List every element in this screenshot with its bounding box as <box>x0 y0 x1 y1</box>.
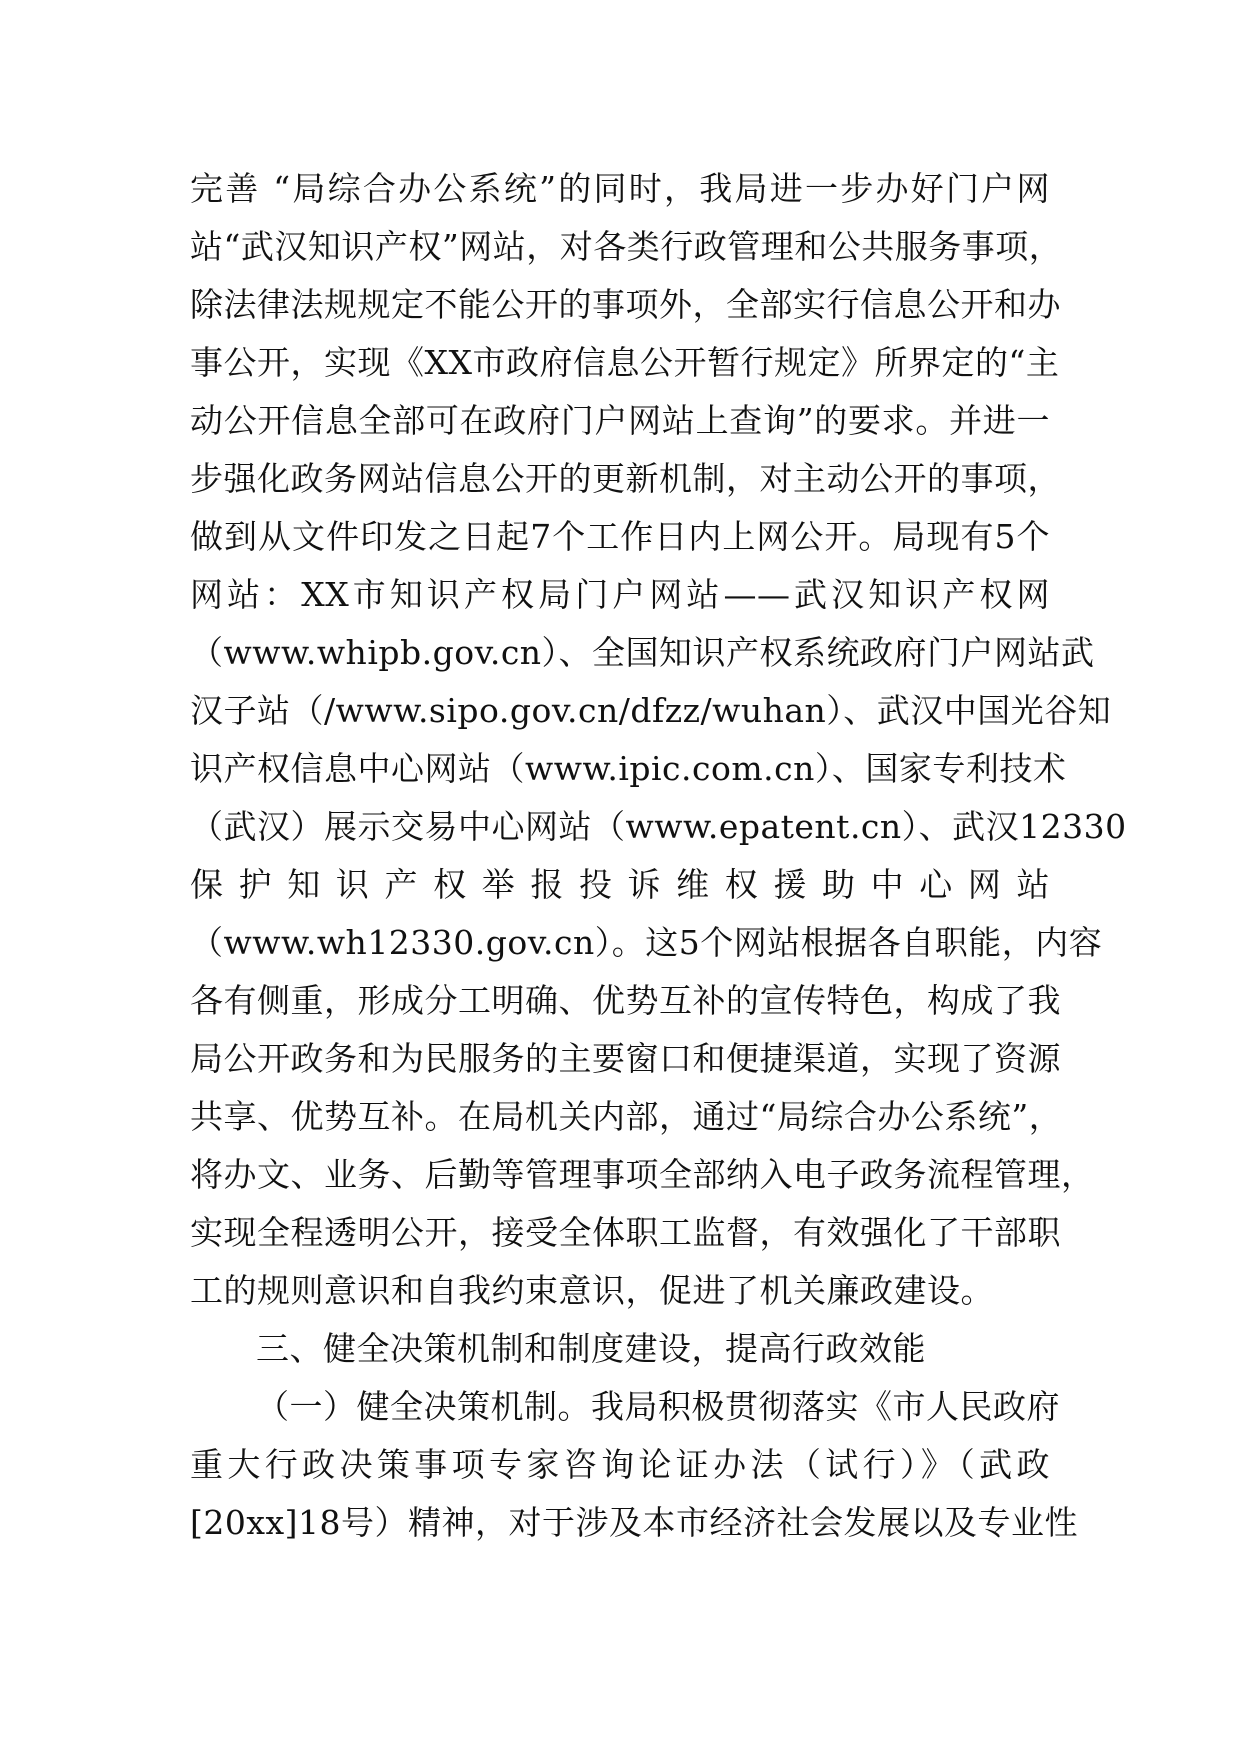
text-line: 工的规则意识和自我约束意识，促进了机关廉政建设。 <box>190 1271 994 1310</box>
text-line: 站“武汉知识产权”网站，对各类行政管理和公共服务事项， <box>190 227 1063 266</box>
text-line: 局公开政务和为民服务的主要窗口和便捷渠道，实现了资源 <box>190 1039 1061 1078</box>
text-line: （一）健全决策机制。我局积极贯彻落实《市人民政府 <box>256 1387 1060 1426</box>
text-line: 完善 “局综合办公系统”的同时，我局进一步办好门户网 <box>190 169 1050 208</box>
text-line: （www.wh12330.gov.cn）。这5个网站根据各自职能，内容 <box>190 923 1103 962</box>
text-line: [20xx]18号）精神，对于涉及本市经济社会发展以及专业性 <box>190 1503 1078 1542</box>
text-line: 保护知识产权举报投诉维权援助中心网站 <box>190 865 1050 904</box>
text-line: 重大行政决策事项专家咨询论证办法（试行）》（武政 <box>190 1445 1050 1484</box>
text-line: 做到从文件印发之日起7个工作日内上网公开。局现有5个 <box>190 517 1050 556</box>
section-heading: 三、健全决策机制和制度建设，提高行政效能 <box>256 1329 926 1368</box>
text-line: 网站：XX市知识产权局门户网站——武汉知识产权网 <box>190 575 1050 614</box>
text-line: （www.whipb.gov.cn）、全国知识产权系统政府门户网站武 <box>190 633 1095 672</box>
body-text <box>190 160 1127 1552</box>
text-line: 事公开，实现《XX市政府信息公开暂行规定》所界定的“主 <box>190 343 1060 382</box>
text-line: 识产权信息中心网站（www.ipic.com.cn）、国家专利技术 <box>190 749 1067 788</box>
text-line: 实现全程透明公开，接受全体职工监督，有效强化了干部职 <box>190 1213 1061 1252</box>
text-line: 各有侧重，形成分工明确、优势互补的宣传特色，构成了我 <box>190 981 1061 1020</box>
text-line: 共享、优势互补。在局机关内部，通过“局综合办公系统”， <box>190 1097 1063 1136</box>
text-line: 将办文、业务、后勤等管理事项全部纳入电子政务流程管理， <box>190 1155 1095 1194</box>
text-line: 汉子站（/www.sipo.gov.cn/dfzz/wuhan）、武汉中国光谷知 <box>190 691 1112 730</box>
text-line: 除法律法规规定不能公开的事项外，全部实行信息公开和办 <box>190 285 1061 324</box>
text-line: 步强化政务网站信息公开的更新机制，对主动公开的事项， <box>190 459 1061 498</box>
text-line: （武汉）展示交易中心网站（www.epatent.cn）、武汉12330 <box>190 807 1127 846</box>
text-line: 动公开信息全部可在政府门户网站上查询”的要求。并进一 <box>190 401 1050 440</box>
